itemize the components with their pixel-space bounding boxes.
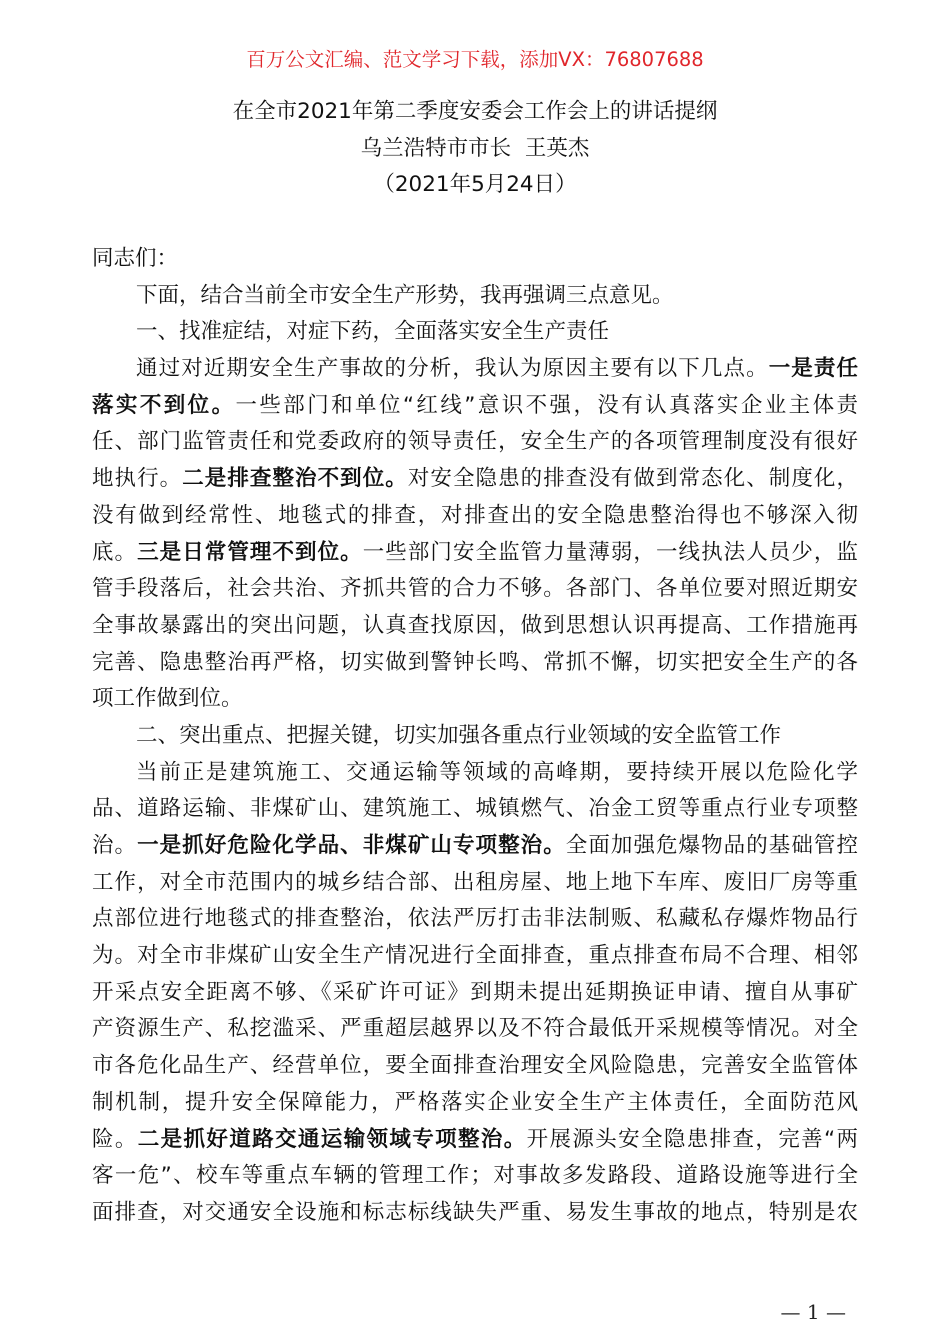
text-line (92, 278, 858, 315)
text-line (92, 865, 858, 902)
text-line (92, 975, 858, 1012)
text-segment: 同志们： (92, 246, 179, 271)
text-segment: 二、突出重点、把握关键，切实加强各重点行业领域的安全监管工作 (136, 722, 782, 748)
text-line (92, 1195, 858, 1232)
text-line (92, 498, 858, 535)
text-line (92, 791, 858, 828)
text-segment: 点部位进行地毯式的排查整治，依法严厉打击非法制贩、私藏私存爆炸物品行 (92, 906, 858, 932)
text-segment: 通过对近期安全生产事故的分析，我认为原因主要有以下几点。 (136, 356, 769, 382)
document-title: 在全市2021年第二季度安委会工作会上的讲话提纲 (232, 99, 718, 124)
document-body (92, 241, 858, 1232)
text-segment: 项工作做到位。 (92, 686, 243, 712)
text-line (92, 1158, 858, 1195)
bold-text: 一是抓好危险化学品、非煤矿山专项整治。 (137, 833, 566, 858)
text-line (92, 1011, 858, 1048)
bold-text: 三是日常管理不到位。 (137, 539, 363, 565)
text-segment: 客一危”、校车等重点车辆的管理工作；对事故多发路段、道路设施等进行全 (92, 1163, 858, 1189)
text-segment: 一些部门和单位“红线”意识不强，没有认真落实企业主体责 (235, 392, 858, 418)
text-segment: 开采点安全距离不够、《采矿许可证》到期未提出延期换证申请、擅自从事矿 (92, 979, 858, 1005)
text-line (92, 535, 858, 572)
text-segment: 底。 (92, 539, 138, 565)
text-line (92, 1085, 858, 1122)
text-line (92, 241, 858, 278)
text-line (92, 681, 858, 718)
bold-text: 二是排查整治不到位。 (182, 466, 408, 492)
text-segment: 当前正是建筑施工、交通运输等领域的高峰期，要持续开展以危险化学 (136, 759, 858, 785)
text-segment: 工作，对全市范围内的城乡结合部、出租房屋、地上地下车库、废旧厂房等重 (92, 869, 858, 895)
text-line (92, 938, 858, 975)
text-segment: 任、部门监管责任和党委政府的领导责任，安全生产的各项管理制度没有很好 (92, 429, 858, 455)
text-line (92, 828, 858, 865)
text-segment: 治。 (92, 833, 138, 858)
text-segment: 开展源头安全隐患排查，完善“两 (526, 1126, 858, 1152)
text-line (92, 424, 858, 461)
text-segment: 下面，结合当前全市安全生产形势，我再强调三点意见。 (136, 282, 674, 308)
text-line (92, 645, 858, 682)
text-segment: 一些部门安全监管力量薄弱，一线执法人员少，监 (362, 539, 858, 565)
text-line (92, 388, 858, 425)
text-line (92, 608, 858, 645)
text-segment: 地执行。 (92, 466, 183, 492)
text-segment: 为。对全市非煤矿山安全生产情况进行全面排查，重点排查布局不合理、相邻 (92, 943, 858, 969)
text-segment: 全事故暴露出的突出问题，认真查找原因，做到思想认识再提高、工作措施再 (92, 612, 858, 638)
text-segment: 一、找准症结，对症下药，全面落实安全生产责任 (136, 319, 610, 345)
text-line (92, 461, 858, 498)
page-number: — 1 — (780, 1300, 846, 1324)
text-segment: 面排查，对交通安全设施和标志标线缺失严重、易发生事故的地点，特别是农 (92, 1199, 858, 1225)
text-line (92, 1122, 858, 1159)
text-segment: 管手段落后，社会共治、齐抓共管的合力不够。各部门、各单位要对照近期安 (92, 576, 858, 602)
text-line (92, 755, 858, 792)
document-author: 乌兰浩特市市长 王英杰 (360, 136, 590, 161)
text-line (92, 901, 858, 938)
text-line (92, 718, 858, 755)
watermark-banner: 百万公文汇编、范文学习下载，添加VX：76807688 (246, 48, 704, 71)
text-segment: 制机制，提升安全保障能力，严格落实企业安全生产主体责任，全面防范风 (92, 1089, 858, 1115)
text-line (92, 314, 858, 351)
text-segment: 完善、隐患整治再严格，切实做到警钟长鸣、常抓不懈，切实把安全生产的各 (92, 649, 858, 675)
text-segment: 全面加强危爆物品的基础管控 (565, 833, 858, 858)
text-segment: 产资源生产、私挖滥采、严重超层越界以及不符合最低开采规模等情况。对全 (92, 1016, 858, 1042)
text-segment: 对安全隐患的排查没有做到常态化、制度化， (407, 466, 858, 492)
text-line (92, 351, 858, 388)
bold-text: 二是抓好道路交通运输领域专项整治。 (137, 1126, 527, 1152)
text-line (92, 1048, 858, 1085)
text-line (92, 571, 858, 608)
document-date: （2021年5月24日） (373, 172, 577, 197)
bold-text: 一是责任 (768, 356, 858, 382)
text-segment: 市各危化品生产、经营单位，要全面排查治理安全风险隐患，完善安全监管体 (92, 1053, 858, 1079)
text-segment: 没有做到经常性、地毯式的排查，对排查出的安全隐患整治得也不够深入彻 (92, 502, 858, 528)
text-segment: 险。 (92, 1126, 138, 1152)
text-segment: 品、道路运输、非煤矿山、建筑施工、城镇燃气、冶金工贸等重点行业专项整 (92, 796, 858, 822)
bold-text: 落实不到位。 (92, 392, 236, 418)
